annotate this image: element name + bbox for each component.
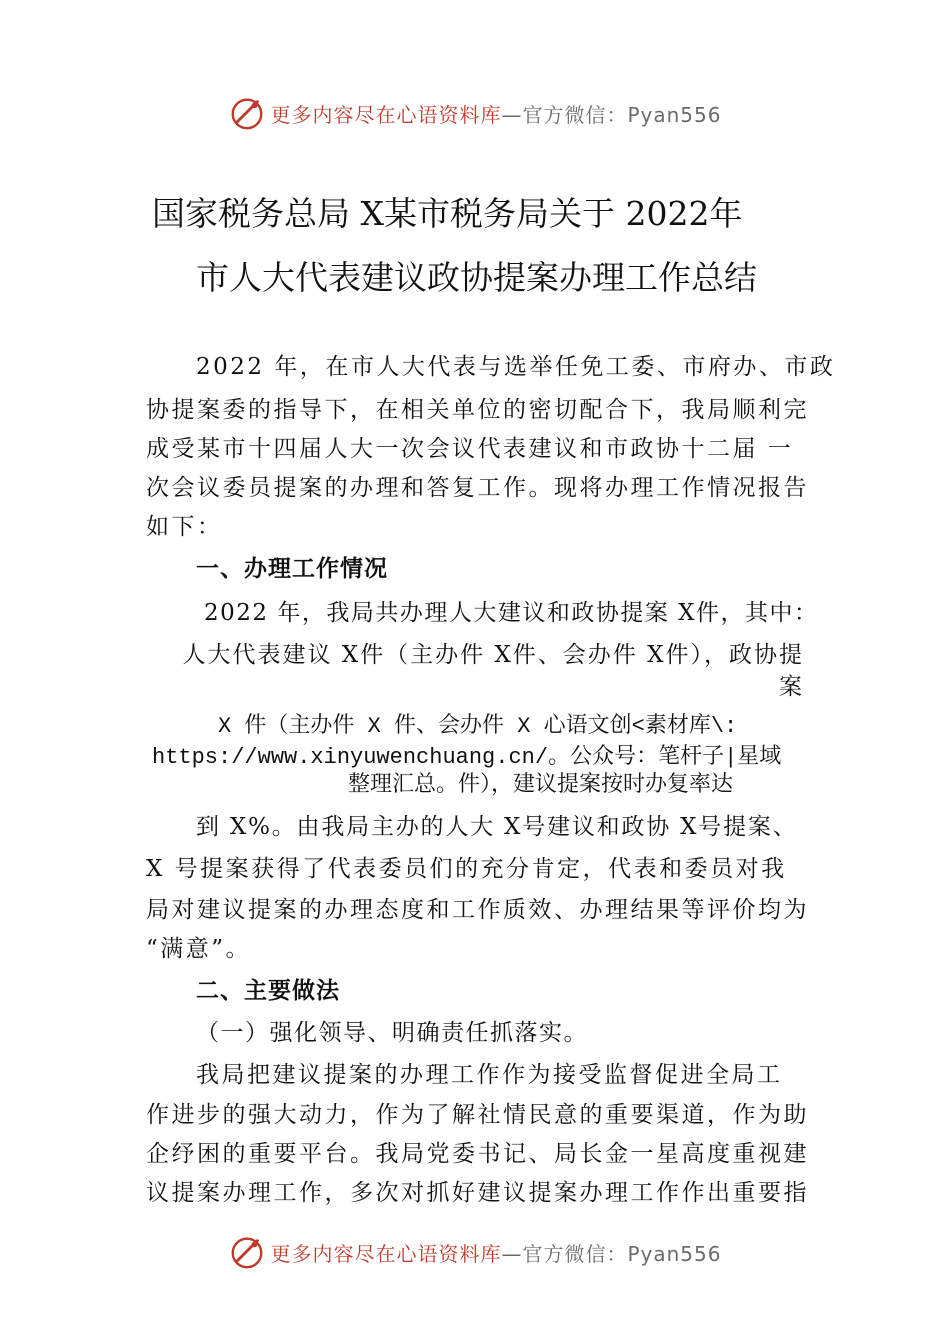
paragraph-line: 人大代表建议 X件（主办件 X件、会办件 X件），政协提: [182, 642, 804, 668]
paragraph-line: 2022 年，我局共办理人大建议和政协提案 X件，其中：: [204, 600, 819, 626]
paragraph-line: 议提案办理工作，多次对抓好建议提案办理工作作出重要指: [146, 1180, 809, 1206]
paragraph-line: 案: [779, 674, 804, 700]
paragraph-line: 次会议委员提案的办理和答复工作。现将办理工作情况报告: [146, 475, 809, 501]
paragraph-mono-line: 整理汇总。件），建议提案按时办复率达: [348, 773, 734, 798]
paragraph-line: 协提案委的指导下，在相关单位的密切配合下，我局顺利完: [146, 397, 809, 423]
banner-red-text: 更多内容尽在心语资料库: [270, 1241, 502, 1266]
section-heading-2: 二、主要做法: [196, 978, 340, 1004]
paragraph-line: “满意”。: [146, 936, 252, 962]
footer-banner: [0, 1232, 950, 1272]
paragraph-line: 成受某市十四届人大一次会议代表建议和市政协十二届 一: [146, 436, 794, 462]
header-banner: [0, 93, 950, 133]
paragraph-mono-line: X 件（主办件 X 件、会办件 X 心语文创<素材库\:: [218, 714, 738, 739]
brush-logo-icon: [228, 94, 266, 132]
paragraph-line: 我局把建议提案的办理工作作为接受监督促进全局工: [196, 1062, 783, 1088]
paragraph-line: 如下：: [146, 514, 223, 540]
paragraph-mono-line: https://www.xinyuwenchuang.cn/。公众号：笔杆子|星域: [152, 745, 782, 770]
section-heading-1: 一、办理工作情况: [196, 556, 388, 582]
paragraph-line: 2022 年，在市人大代表与选举任免工委、市府办、市政: [196, 354, 836, 380]
paragraph-line: 局对建议提案的办理态度和工作质效、办理结果等评价均为: [146, 897, 809, 923]
subsection-heading: （一）强化领导、明确责任抓落实。: [196, 1020, 588, 1046]
banner-gray-text: —官方微信：Pyan556: [501, 102, 722, 127]
brush-logo-icon: [228, 1233, 266, 1271]
paragraph-line: X 号提案获得了代表委员们的充分肯定，代表和委员对我: [146, 856, 787, 882]
paragraph-line: 作进步的强大动力，作为了解社情民意的重要渠道，作为助: [146, 1102, 809, 1128]
document-title-line1: 国家税务总局 X某市税务局关于 2022年: [152, 194, 743, 233]
banner-red-text: 更多内容尽在心语资料库: [270, 102, 502, 127]
paragraph-line: 到 X%。由我局主办的人大 X号建议和政协 X号提案、: [196, 814, 798, 840]
banner-text: [270, 99, 721, 128]
paragraph-line: 企纾困的重要平台。我局党委书记、局长金一星高度重视建: [146, 1141, 809, 1167]
banner-text: [270, 1238, 721, 1267]
document-title-line2: 市人大代表建议政协提案办理工作总结: [196, 258, 757, 297]
banner-gray-text: —官方微信：Pyan556: [501, 1241, 722, 1266]
